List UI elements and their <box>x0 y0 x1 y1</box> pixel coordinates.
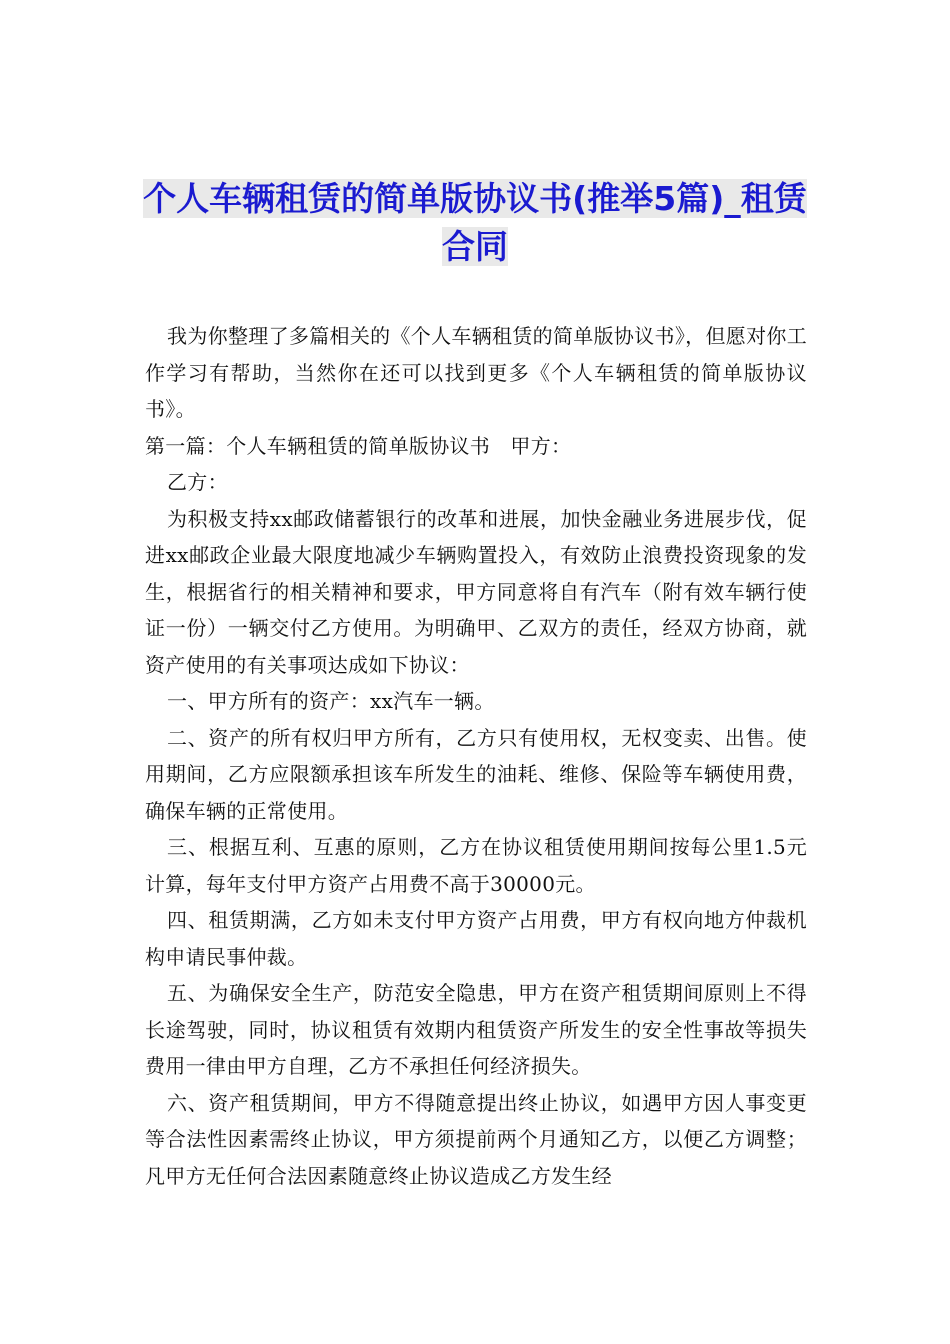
paragraph-intro: 我为你整理了多篇相关的《个人车辆租赁的简单版协议书》，但愿对你工作学习有帮助，当然你在还可以找到更多《个人车辆租赁的简单版协议书》。 <box>145 324 807 421</box>
document-title-text: 个人车辆租赁的简单版协议书(推举5篇)_租赁合同 <box>143 179 807 266</box>
paragraph-clause-4: 四、租赁期满，乙方如未支付甲方资产占用费，甲方有权向地方仲裁机构申请民事仲裁。 <box>145 908 807 969</box>
paragraph-party-b: 乙方： <box>167 470 228 494</box>
paragraph-clause-2: 二、资产的所有权归甲方所有，乙方只有使用权，无权变卖、出售。使用期间，乙方应限额承担该车所发生的油耗、维修、保险等车辆使用费，确保车辆的正常使用。 <box>145 725 807 823</box>
paragraph-clause-5: 五、为确保安全生产，防范安全隐患，甲方在资产租赁期间原则上不得长途驾驶，同时，协议租赁有效期内租赁资产所发生的安全性事故等损失费用一律由甲方自理，乙方不承担任何经济损失。 <box>145 981 807 1078</box>
paragraph-clause-1: 一、甲方所有的资产：xx汽车一辆。 <box>167 689 495 713</box>
paragraph-clause-6: 六、资产租赁期间，甲方不得随意提出终止协议，如遇甲方因人事变更等合法性因素需终止协议，甲方须提前两个月通知乙方，以便乙方调整；凡甲方无任何合法因素随意终止协议造成乙方发生经 <box>145 1090 807 1188</box>
document-body <box>145 318 807 1194</box>
paragraph-section-heading: 第一篇：个人车辆租赁的简单版协议书 甲方： <box>145 433 572 458</box>
paragraph-clause-3: 三、根据互利、互惠的原则，乙方在协议租赁使用期间按每公里1.5元计算，每年支付甲方资产占用费不高于30000元。 <box>145 835 807 896</box>
document-title <box>140 175 810 271</box>
paragraph-preamble: 为积极支持xx邮政储蓄银行的改革和进展，加快金融业务进展步伐，促进xx邮政企业最大限度地减少车辆购置投入，有效防止浪费投资现象的发生，根据省行的相关精神和要求，甲方同意将自有汽车（附有效车辆行使证一份）一辆交付乙方使用。为明确甲、乙双方的责任，经双方协商，就资产使用的有关事项达成如下协议： <box>145 506 807 677</box>
